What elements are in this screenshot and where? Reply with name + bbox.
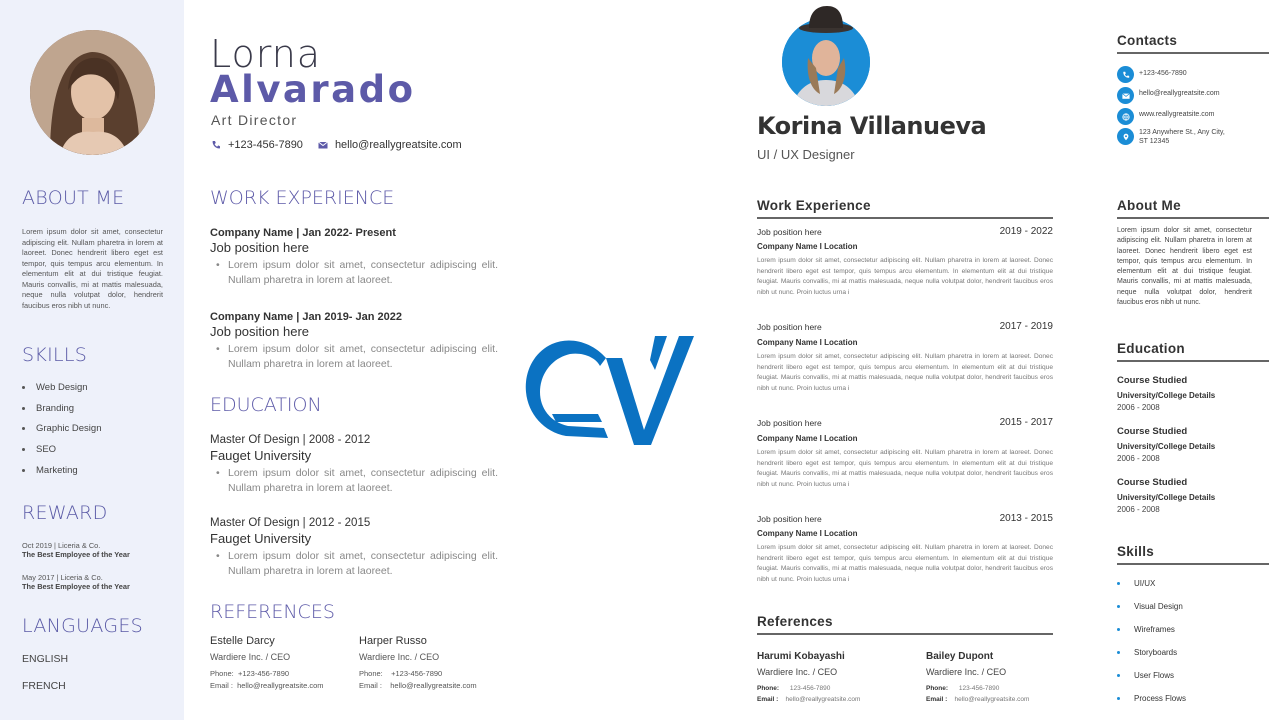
reference-email: Email : hello@reallygreatsite.com [359, 681, 477, 690]
job-description: Lorem ipsum dolor sit amet, consectetur adipiscing elit. Nullam pharetra in lorem at laoreet. Donec hendrerit libero eget est tempor, quis tempus arcu elementum. In elementum elit at dui tristique feugiat. Mauris convallis, mi at mattis malesuada, neque nulla volutpat dolor, hendrerit faucibus eros nibh ut nunc. Proin luctus urna i [757, 544, 1053, 583]
bullet-icon [1117, 651, 1120, 654]
course-title: Course Studied [1117, 477, 1188, 488]
contacts-heading: Contacts [1117, 33, 1178, 48]
location-pin-icon [1117, 128, 1134, 145]
hat-icon [797, 4, 855, 34]
reference-email: Email : hello@reallygreatsite.com [757, 696, 861, 703]
job-company-date: Company Name | Jan 2019- Jan 2022 [210, 311, 403, 323]
job-title: Art Director [211, 112, 298, 128]
last-name: Alvarado [210, 68, 416, 111]
education-description: • Lorem ipsum dolor sit amet, consectetur adipiscing elit. Nullam pharetra in lorem at laoreet. [218, 549, 498, 578]
about-me-text: Lorem ipsum dolor sit amet, consectetur adipiscing elit. Nullam pharetra in lorem at laoreet. Donec hendrerit libero eget est tempor, quis tempus arcu elementum. In elementum elit at dui tristique feugiat. Mauris convallis, mi at mattis malesuada, neque nulla volutpat dolor, hendrerit faucibus eros nibh ut nunc. [22, 227, 163, 310]
bullet-icon [22, 469, 25, 472]
phone-icon [1117, 66, 1134, 83]
bullet-icon [1117, 605, 1120, 608]
reference-name: Estelle Darcy [210, 635, 275, 647]
skills-heading: SKILLS [22, 344, 88, 366]
reference-phone: Phone: 123-456-7890 [926, 685, 1000, 692]
skill-item: Marketing [22, 460, 101, 481]
job-title: UI / UX Designer [757, 147, 855, 162]
job-description: • Lorem ipsum dolor sit amet, consectetur adipiscing elit. Nullam pharetra in lorem at laoreet. [218, 342, 498, 371]
job-description: • Lorem ipsum dolor sit amet, consectetur adipiscing elit. Nullam pharetra in lorem at laoreet. [218, 258, 498, 287]
education-heading: EDUCATION [210, 394, 322, 416]
reward-title: The Best Employee of the Year [22, 582, 130, 591]
mail-icon [1117, 87, 1134, 104]
bullet-icon [22, 448, 25, 451]
language-item: ENGLISH [22, 653, 69, 665]
skill-item: Wireframes [1117, 625, 1175, 634]
job-position: Job position here [210, 240, 310, 255]
school-name: Fauget University [210, 448, 312, 463]
reference-email: Email : hello@reallygreatsite.com [926, 696, 1030, 703]
job-years: 2017 - 2019 [999, 321, 1053, 332]
school-name: University/College Details [1117, 391, 1216, 400]
reference-phone: Phone: +123-456-7890 [359, 669, 443, 678]
reward-item [22, 573, 130, 591]
phone-icon [211, 140, 221, 150]
skill-item: Branding [22, 398, 101, 419]
full-name: Korina Villanueva [757, 112, 987, 140]
contact-phone: +123-456-7890 [1139, 70, 1187, 77]
job-company: Company Name I Location [757, 338, 858, 347]
divider [1117, 52, 1269, 54]
contact-address: 123 Anywhere St., Any City, ST 12345 [1139, 129, 1225, 145]
job-position: Job position here [757, 514, 822, 524]
work-experience-heading: WORK EXPERIENCE [210, 187, 395, 209]
about-me-heading: About Me [1117, 198, 1181, 213]
education-description: • Lorem ipsum dolor sit amet, consectetur adipiscing elit. Nullam pharetra in lorem at laoreet. [218, 466, 498, 495]
reference-company: Wardiere Inc. / CEO [359, 652, 440, 662]
course-title: Course Studied [1117, 426, 1188, 437]
bullet-icon [22, 427, 25, 430]
skill-item: Visual Design [1117, 602, 1183, 611]
skill-item: Storyboards [1117, 648, 1177, 657]
divider [1117, 217, 1269, 219]
skill-item: UI/UX [1117, 579, 1155, 588]
bullet-icon [1117, 582, 1120, 585]
reward-date: Oct 2019 | Liceria & Co. [22, 541, 101, 550]
reward-title: The Best Employee of the Year [22, 550, 130, 559]
education-years: 2006 - 2008 [1117, 505, 1160, 514]
job-company: Company Name I Location [757, 434, 858, 443]
reference-email: Email : hello@reallygreatsite.com [210, 681, 324, 690]
divider [757, 217, 1053, 219]
about-me-text: Lorem ipsum dolor sit amet, consectetur adipiscing elit. Nullam pharetra in lorem at laoreet. Donec hendrerit libero eget est tempor, quis tempus arcu elementum. In elementum elit at dui tristique feugiat. Mauris convallis, mi at mattis malesuada, neque nulla volutpat dolor, hendrerit faucibus eros nibh ut nunc. [1117, 227, 1252, 307]
education-years: 2006 - 2008 [1117, 454, 1160, 463]
phone-number: +123-456-7890 [228, 139, 303, 151]
degree-title: Master Of Design | 2012 - 2015 [210, 517, 371, 529]
job-years: 2019 - 2022 [999, 226, 1053, 237]
job-description: Lorem ipsum dolor sit amet, consectetur adipiscing elit. Nullam pharetra in lorem at laoreet. Donec hendrerit libero eget est tempor, quis tempus arcu elementum. In elementum elit at dui tristique feugiat. Mauris convallis, mi at mattis malesuada, neque nulla volutpat dolor, hendrerit faucibus eros nibh ut nunc. Proin luctus urna i [757, 353, 1053, 392]
job-company-date: Company Name | Jan 2022- Present [210, 227, 396, 239]
job-position: Job position here [757, 227, 822, 237]
bullet-icon [22, 386, 25, 389]
divider [1117, 360, 1269, 362]
profile-photo-lorna [30, 30, 155, 155]
portrait-illustration [30, 30, 155, 155]
school-name: University/College Details [1117, 493, 1216, 502]
degree-title: Master Of Design | 2008 - 2012 [210, 434, 371, 446]
skill-item: Graphic Design [22, 419, 101, 440]
reward-heading: REWARD [22, 502, 108, 524]
divider [757, 633, 1053, 635]
school-name: Fauget University [210, 531, 312, 546]
bullet-icon [1117, 697, 1120, 700]
work-experience-heading: Work Experience [757, 198, 871, 213]
reference-company: Wardiere Inc. / CEO [926, 667, 1007, 677]
languages-heading: LANGUAGES [22, 615, 144, 637]
reference-name: Bailey Dupont [926, 651, 994, 662]
reference-phone: Phone: 123-456-7890 [757, 685, 831, 692]
bullet-icon [1117, 628, 1120, 631]
reward-date: May 2017 | Liceria & Co. [22, 573, 103, 582]
references-heading: REFERENCES [210, 601, 335, 623]
job-company: Company Name I Location [757, 242, 858, 251]
reference-name: Harumi Kobayashi [757, 651, 845, 662]
job-company: Company Name I Location [757, 529, 858, 538]
mail-icon [318, 140, 328, 150]
globe-icon [1117, 108, 1134, 125]
skills-list [22, 377, 101, 481]
contact-email: hello@reallygreatsite.com [1139, 90, 1220, 97]
email-address: hello@reallygreatsite.com [334, 139, 462, 151]
job-years: 2013 - 2015 [999, 513, 1053, 524]
skill-item: SEO [22, 439, 101, 460]
references-heading: References [757, 614, 833, 629]
reference-company: Wardiere Inc. / CEO [210, 652, 291, 662]
course-title: Course Studied [1117, 375, 1188, 386]
bullet-icon [22, 407, 25, 410]
job-position: Job position here [210, 324, 310, 339]
school-name: University/College Details [1117, 442, 1216, 451]
job-description: Lorem ipsum dolor sit amet, consectetur adipiscing elit. Nullam pharetra in lorem at laoreet. Donec hendrerit libero eget est tempor, quis tempus arcu elementum. In elementum elit at dui tristique feugiat. Mauris convallis, mi at mattis malesuada, neque nulla volutpat dolor, hendrerit faucibus eros nibh ut nunc. Proin luctus urna i [757, 257, 1053, 296]
contact-row [211, 139, 462, 151]
job-position: Job position here [757, 418, 822, 428]
bullet-icon [1117, 674, 1120, 677]
reference-name: Harper Russo [359, 635, 427, 647]
divider [1117, 563, 1269, 565]
reward-item [22, 541, 130, 559]
skill-item: User Flows [1117, 671, 1174, 680]
job-years: 2015 - 2017 [999, 417, 1053, 428]
job-position: Job position here [757, 322, 822, 332]
skill-item: Process Flows [1117, 694, 1186, 703]
language-item: FRENCH [22, 680, 66, 692]
education-years: 2006 - 2008 [1117, 403, 1160, 412]
cv-logo [520, 330, 700, 455]
first-name: Lorna [210, 32, 322, 76]
about-me-heading: ABOUT ME [22, 187, 125, 209]
skills-heading: Skills [1117, 544, 1155, 559]
skill-item: Web Design [22, 377, 101, 398]
contact-website: www.reallygreatsite.com [1139, 111, 1215, 118]
job-description: Lorem ipsum dolor sit amet, consectetur adipiscing elit. Nullam pharetra in lorem at laoreet. Donec hendrerit libero eget est tempor, quis tempus arcu elementum. In elementum elit at dui tristique feugiat. Mauris convallis, mi at mattis malesuada, neque nulla volutpat dolor, hendrerit faucibus eros nibh ut nunc. Proin luctus urna i [757, 449, 1053, 488]
education-heading: Education [1117, 341, 1185, 356]
reference-phone: Phone: +123-456-7890 [210, 669, 290, 678]
reference-company: Wardiere Inc. / CEO [757, 667, 838, 677]
